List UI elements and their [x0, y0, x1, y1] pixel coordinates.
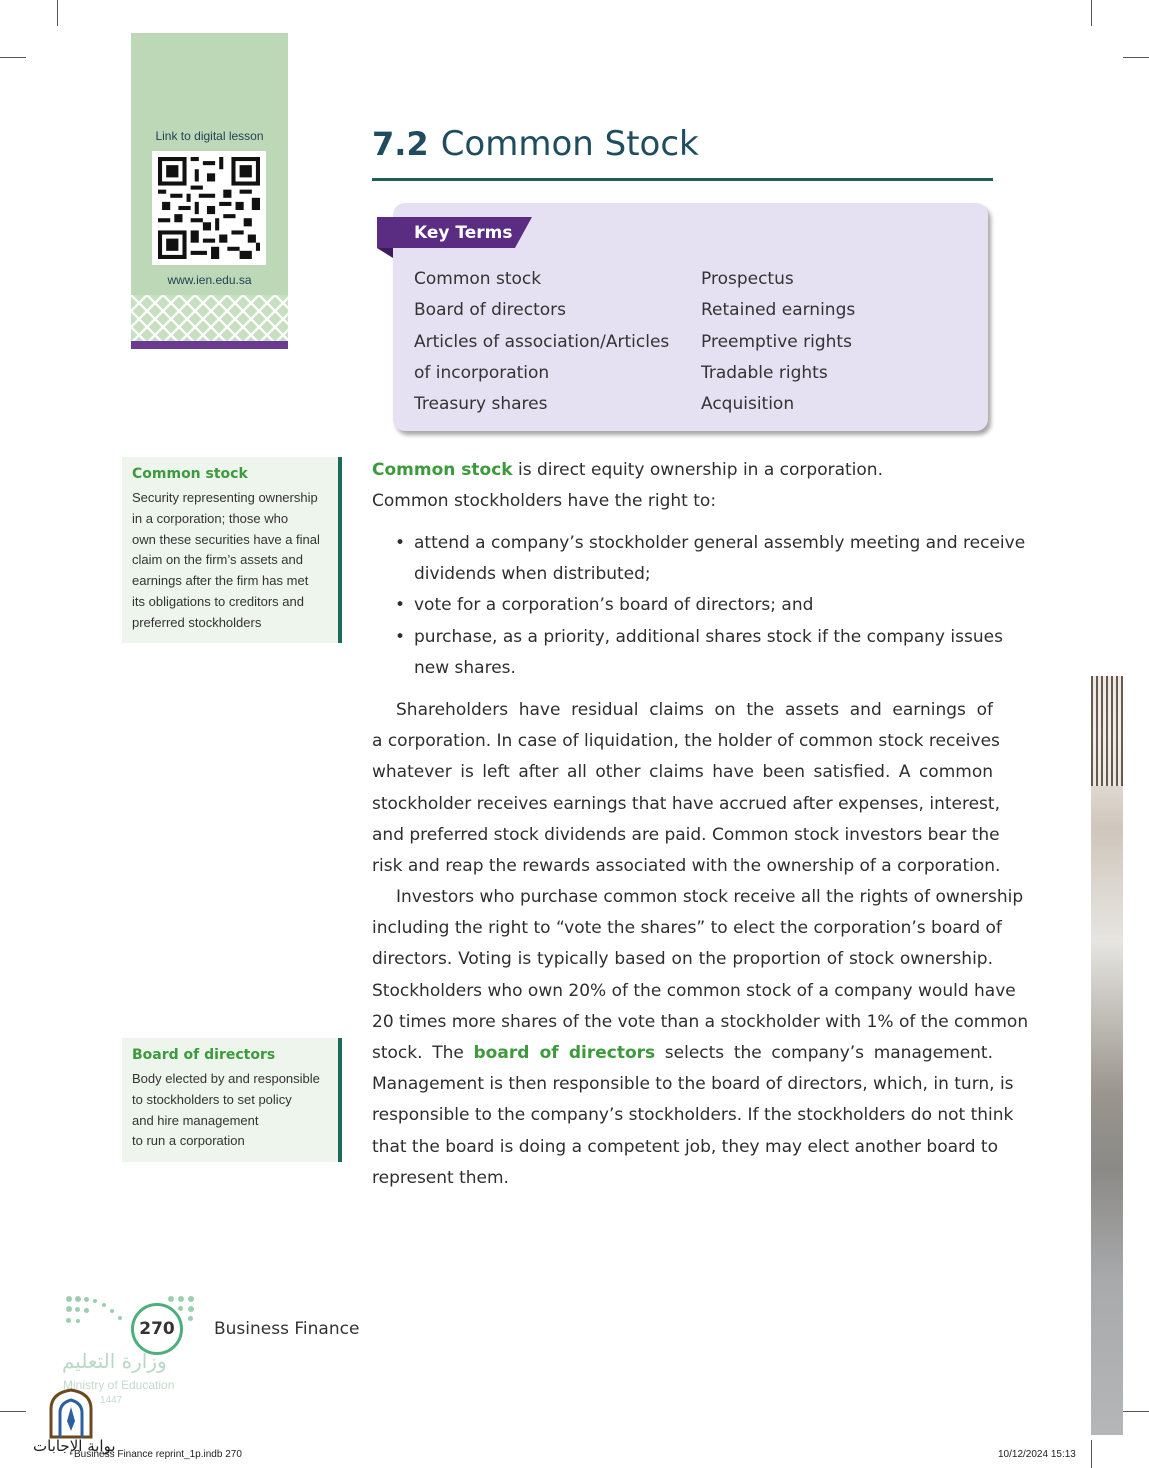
paragraph-line: responsible to the company’s stockholders. If the stockholders do not think [372, 1105, 1014, 1126]
paragraph-text: stock. The [372, 1042, 474, 1063]
crop-mark [0, 57, 26, 58]
paragraph-line: stockholder receives earnings that have accrued after expenses, interest, [372, 793, 1000, 814]
ministry-name-english: Ministry of Education [63, 1378, 175, 1392]
print-slug-file: Business Finance reprint_1p.indb 270 [74, 1449, 242, 1460]
photo-slats [1091, 676, 1123, 786]
list-item-line: dividends when distributed; [414, 564, 651, 585]
qr-code-icon [158, 157, 260, 259]
crop-mark [1123, 1411, 1149, 1412]
intro-text: is direct equity ownership in a corporation. [512, 460, 883, 480]
glossary-definition [132, 1069, 338, 1152]
digital-lesson-panel [131, 33, 288, 349]
qr-code[interactable] [152, 151, 266, 265]
intro-paragraph [372, 455, 993, 517]
key-term: Preemptive rights [701, 331, 852, 352]
key-term: Acquisition [701, 394, 795, 415]
definition-line: and hire management [132, 1112, 259, 1128]
definition-line: its obligations to creditors and [132, 593, 304, 609]
section-title: Common Stock [440, 124, 699, 164]
ministry-year: 1447 [100, 1395, 123, 1406]
section-heading [372, 124, 993, 180]
book-title: Business Finance [214, 1319, 360, 1339]
list-item [395, 622, 1003, 684]
paragraph-line: risk and reap the rewards associated with the ownership of a corporation. [372, 855, 1001, 876]
list-item-line: attend a company’s stockholder general assembly meeting and receive [414, 533, 1026, 553]
section-number: 7.2 [372, 125, 429, 163]
definition-line: Body elected by and responsible [132, 1071, 320, 1086]
office-photo-edge [1091, 676, 1123, 1435]
definition-line: claim on the firm’s assets and [132, 552, 303, 568]
definition-line: preferred stockholders [132, 614, 262, 630]
list-item [395, 590, 993, 621]
key-term: Retained earnings [701, 300, 856, 321]
digital-lesson-url[interactable]: www.ien.edu.sa [167, 273, 252, 287]
list-item [395, 528, 1026, 590]
glossary-box-board-of-directors [122, 1038, 342, 1162]
paragraph-line: Investors who purchase common stock receive all the rights of ownership [396, 887, 1024, 907]
key-terms-tab-fold [377, 248, 393, 258]
glossary-box-common-stock [122, 457, 342, 643]
bullet-icon: • [395, 626, 406, 647]
key-terms-label: Key Terms [414, 223, 513, 243]
list-item-line: new shares. [414, 657, 516, 678]
crop-mark [1091, 0, 1092, 26]
keyword-board-of-directors: board of directors [473, 1042, 656, 1063]
glossary-definition [132, 488, 338, 634]
paragraph-line: 20 times more shares of the vote than a stockholder with 1% of the common [372, 1011, 1029, 1032]
print-slug-date: 10/12/2024 15:13 [998, 1449, 1076, 1460]
paragraph-line [372, 1038, 993, 1069]
key-term: Treasury shares [414, 394, 548, 415]
paragraph-residual-claims [372, 695, 1001, 882]
paragraph-text: selects the company’s management. [655, 1042, 993, 1063]
decorative-stripe [131, 341, 288, 349]
definition-line: Security representing ownership [132, 490, 318, 505]
paragraph-line: a corporation. In case of liquidation, the holder of common stock receives [372, 731, 1000, 752]
paragraph-line: including the right to “vote the shares” to elect the corporation’s board of [372, 918, 1002, 939]
bullet-icon: • [395, 595, 406, 616]
paragraph-line: directors. Voting is typically based on the proportion of stock ownership. [372, 949, 993, 970]
definition-line: to stockholders to set policy [132, 1091, 292, 1107]
ministry-name-arabic: وزارة التعليم [62, 1349, 167, 1373]
decorative-pattern [131, 295, 288, 341]
list-item-line: purchase, as a priority, additional shares stock if the company issues [414, 626, 1003, 647]
page-number: 270 [131, 1303, 183, 1355]
crop-mark [57, 0, 58, 26]
key-term: of incorporation [414, 362, 550, 383]
keyword-common-stock: Common stock [372, 460, 513, 480]
intro-line [372, 455, 993, 486]
paragraph-voting-rights [372, 882, 1029, 1194]
glossary-term: Board of directors [132, 1047, 276, 1063]
definition-line: own these securities have a final [132, 531, 320, 547]
crop-mark [1091, 1440, 1092, 1468]
key-term: Board of directors [414, 300, 567, 321]
paragraph-line: Shareholders have residual claims on the assets and earnings of [396, 700, 993, 720]
rights-list [395, 528, 1026, 684]
heading-underline [372, 178, 993, 181]
paragraph-line: represent them. [372, 1167, 509, 1188]
key-term: Prospectus [701, 269, 794, 289]
watermark-text: بوابة الإجابات [33, 1437, 116, 1455]
paragraph-line: whatever is left after all other claims have been satisfied. A common [372, 762, 993, 783]
paragraph-line: that the board is doing a competent job, they may elect another board to [372, 1136, 998, 1157]
key-terms-column-1 [414, 264, 669, 420]
definition-line: to run a corporation [132, 1133, 245, 1149]
key-term: Tradable rights [701, 362, 828, 383]
intro-line: Common stockholders have the right to: [372, 491, 717, 512]
paragraph-line: and preferred stock dividends are paid. Common stock investors bear the [372, 824, 1000, 845]
paragraph-line: Management is then responsible to the board of directors, which, in turn, is [372, 1074, 1014, 1095]
crop-mark [0, 1411, 26, 1412]
watermark-logo-icon [48, 1387, 94, 1439]
digital-lesson-label: Link to digital lesson [155, 129, 264, 143]
key-term: Articles of association/Articles [414, 331, 670, 352]
key-terms-column-2 [701, 264, 855, 420]
definition-line: in a corporation; those who [132, 510, 289, 526]
glossary-term: Common stock [132, 466, 248, 482]
key-term: Common stock [414, 269, 542, 289]
crop-mark [1123, 57, 1149, 58]
bullet-icon: • [395, 533, 406, 553]
paragraph-line: Stockholders who own 20% of the common stock of a company would have [372, 980, 1016, 1001]
definition-line: earnings after the firm has met [132, 573, 309, 589]
list-item-line: vote for a corporation’s board of directors; and [414, 595, 814, 616]
